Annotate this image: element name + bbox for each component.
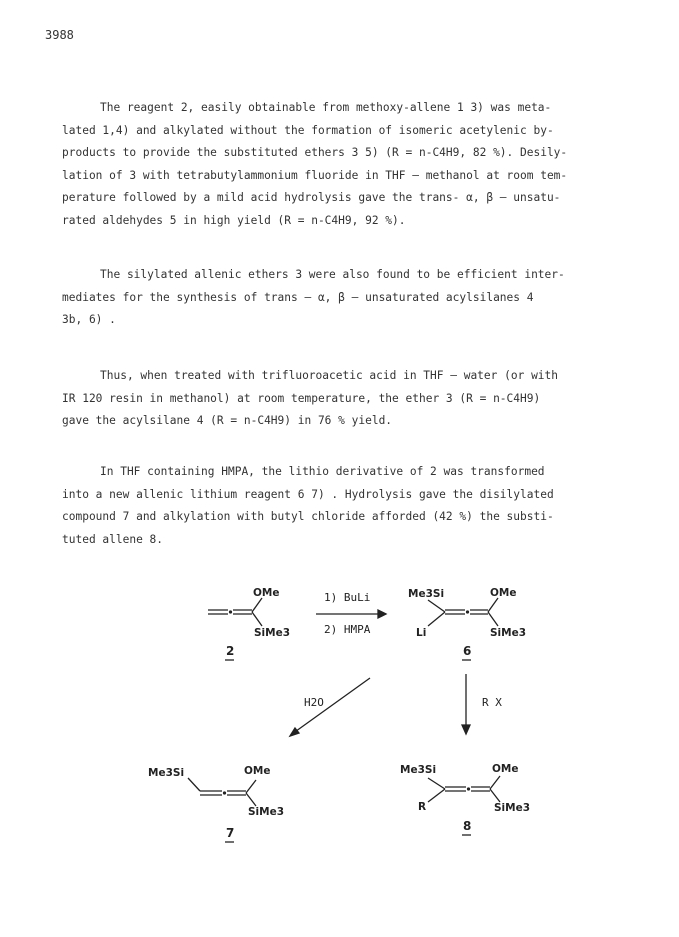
text-line: IR 120 resin in methanol) at room temperature, the ether 3 (R = n-C4H9): [62, 391, 541, 405]
sime3-label: SiMe3: [254, 627, 291, 639]
r-label: R: [418, 801, 427, 813]
text-line: tuted allene 8.: [62, 532, 164, 546]
allene-dot: [229, 610, 232, 613]
compound-8-label: 8: [463, 819, 472, 833]
text-line: The silylated allenic ethers 3 were also found to be efficient inter-: [100, 268, 565, 281]
step1-reagent: 1) BuLi: [324, 591, 371, 604]
text-line: rated aldehydes 5 in high yield (R = n-C4H9, 92 %).: [62, 213, 406, 227]
me3si-label: Me3Si: [400, 764, 437, 776]
text-line: In THF containing HMPA, the lithio derivative of 2 was transformed: [100, 465, 545, 478]
paragraph-2: [62, 264, 622, 332]
text-line: lated 1,4) and alkylated without the formation of isomeric acetylenic by-: [62, 123, 554, 137]
sime3-label: SiMe3: [490, 627, 527, 639]
text-line: mediates for the synthesis of trans – α, β – unsaturated acylsilanes 4: [62, 290, 534, 304]
text-line: into a new allenic lithium reagent 6 7) . Hydrolysis gave the disilylated: [62, 487, 554, 501]
text-line: perature followed by a mild acid hydrolysis gave the trans- α, β – unsatu-: [62, 191, 561, 204]
rx-reagent: R X: [482, 696, 502, 709]
me3si-label: Me3Si: [148, 767, 185, 779]
paragraph-3: [62, 365, 622, 433]
text-line: Thus, when treated with trifluoroacetic acid in THF – water (or with: [100, 369, 559, 382]
compound-6-label: 6: [463, 644, 472, 658]
me3si-label: Me3Si: [408, 588, 445, 600]
text-line: 3b, 6) .: [62, 313, 116, 326]
allene-dot: [466, 610, 469, 613]
ome-label: OMe: [490, 587, 517, 599]
allene-dot: [467, 787, 470, 790]
ome-label: OMe: [492, 763, 519, 775]
text-line: products to provide the substituted ethers 3 5) (R = n-C4H9, 82 %). Desily-: [62, 146, 568, 159]
compound-7-label: 7: [226, 826, 235, 840]
text-line: lation of 3 with tetrabutylammonium fluoride in THF – methanol at room tem-: [62, 168, 568, 182]
ome-label: OMe: [253, 587, 280, 599]
text-line: The reagent 2, easily obtainable from methoxy-allene 1 3) was meta-: [100, 101, 552, 114]
h2o-reagent: H2O: [304, 696, 324, 709]
sime3-label: SiMe3: [494, 802, 531, 814]
text-line: compound 7 and alkylation with butyl chloride afforded (42 %) the substi-: [62, 510, 554, 523]
page-number: 3988: [45, 28, 74, 42]
ome-label: OMe: [244, 765, 271, 777]
reaction-scheme: [0, 570, 679, 930]
allene-dot: [223, 791, 226, 794]
li-label: Li: [416, 627, 427, 639]
sime3-label: SiMe3: [248, 806, 285, 818]
compound-2-label: 2: [226, 644, 235, 658]
step2-reagent: 2) HMPA: [324, 623, 371, 636]
text-line: gave the acylsilane 4 (R = n-C4H9) in 76 % yield.: [62, 414, 393, 427]
paragraph-1: [62, 97, 622, 232]
paragraph-4: [62, 461, 622, 551]
